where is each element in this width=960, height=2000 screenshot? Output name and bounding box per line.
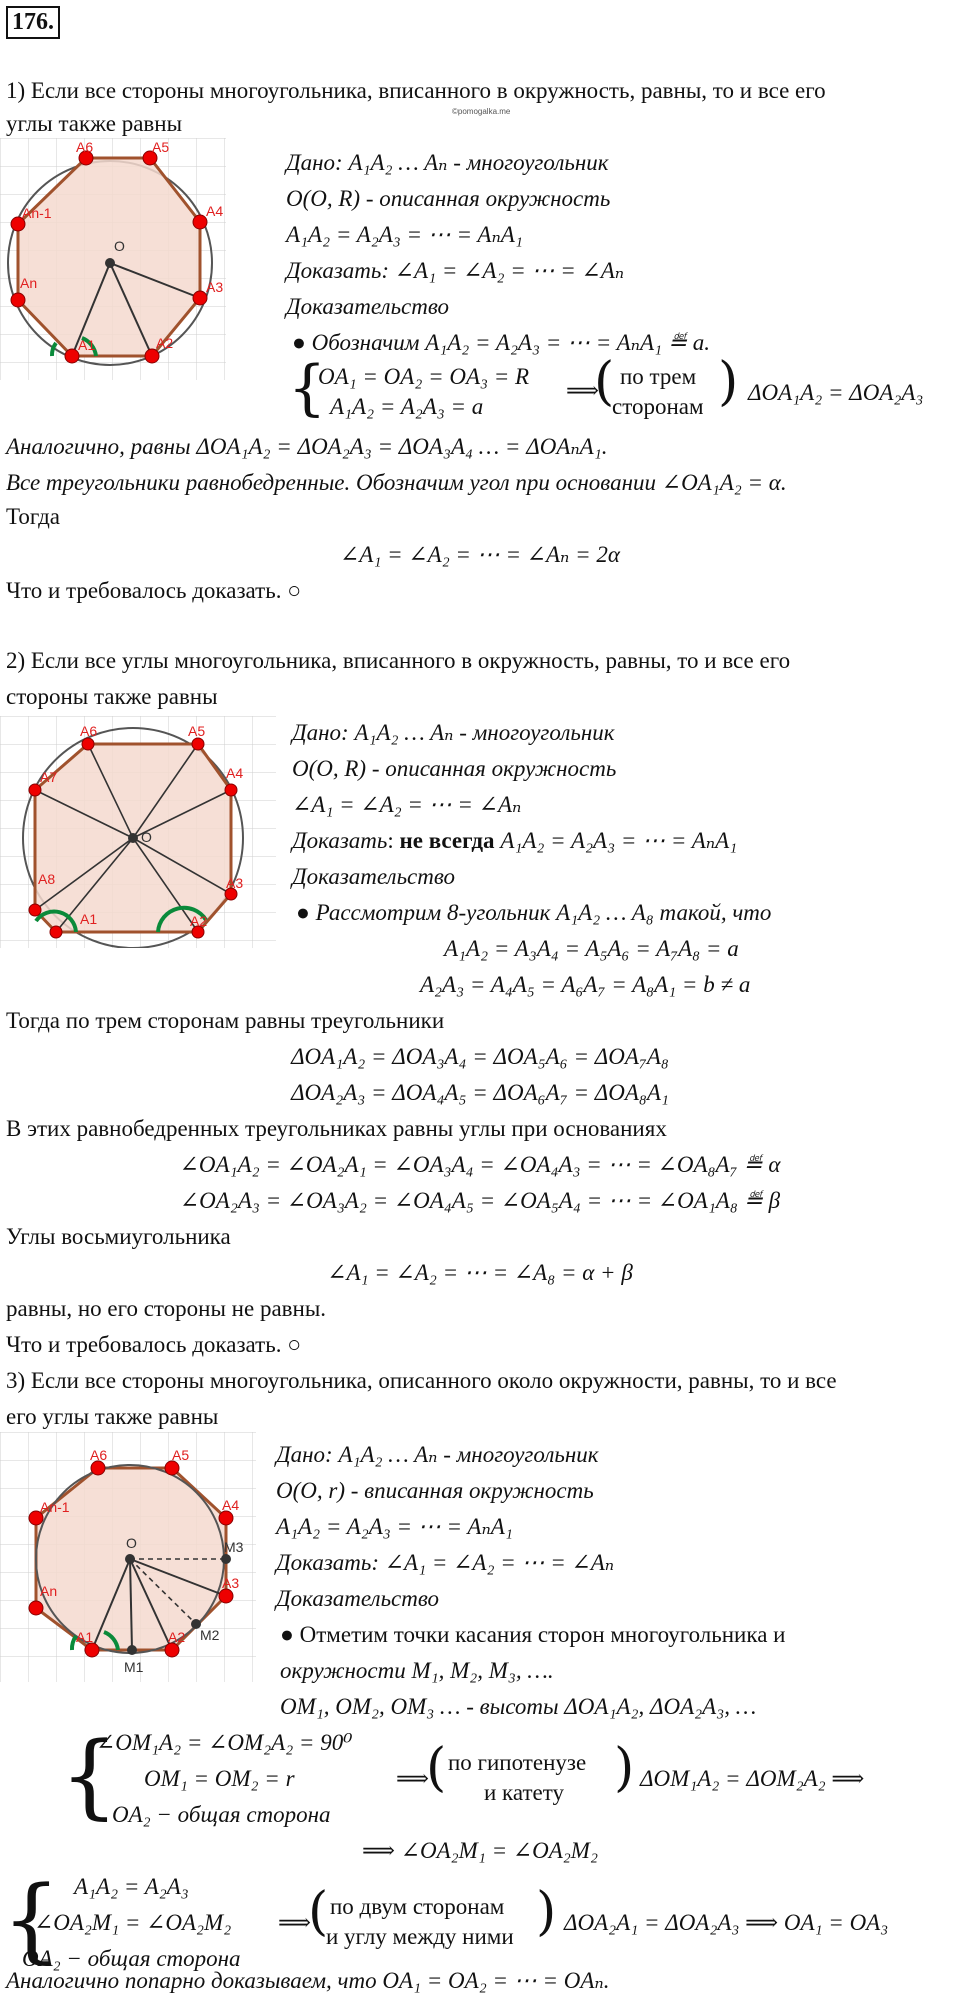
s3-label-m3: M3 [224,1539,244,1555]
s3-given-eq: A₁A₂ = A₂A₃ = ⋯ = AₙA₁ [276,1514,513,1539]
s2-label-a8: A8 [38,871,56,887]
s2-tri2: ΔOA₂A₃ = ΔOA₄A₅ = ΔOA₆A₇ = ΔOA₈A₁ [291,1080,669,1105]
s2-title-line2: стороны также равны [6,684,218,709]
s3-paren-a-close: ) [614,1738,635,1798]
s1-qed: Что и требовалось доказать. ○ [6,578,302,603]
s1-figure [0,138,226,380]
s1-sys2: A₁A₂ = A₂A₃ = a [330,394,484,419]
s2-prove: Доказать: не всегда A₁A₂ = A₂A₃ = ⋯ = AₙA₁ [292,828,738,853]
s3-pairwise: Аналогично попарно доказываем, что OA₁ = OA₂ = ⋯ = OAₙ. [6,1968,610,1993]
s3-resultB: ΔOA₂A₁ = ΔOA₂A₃ ⟹ OA₁ = OA₃ [564,1910,889,1935]
label-an: An [20,275,38,291]
s1-title-line2: углы также равны [6,111,183,136]
s3-label-a5: A5 [172,1447,190,1463]
prove-label: Доказать [292,828,388,853]
s2-ang2: ∠OA₂A₃ = ∠OA₃A₂ = ∠OA₄A₅ = ∠OA₅A₄ = ⋯ = ∠OA₁A₈ ≝ β [179,1188,781,1213]
prove-text: : ∠A₁ = ∠A₂ = ⋯ = ∠Aₙ [381,258,625,283]
s3-implies-angles: ⟹ ∠OA₂M₁ = ∠OA₂M₂ [362,1838,598,1863]
s2-oct-angles: Углы восьмиугольника [6,1224,231,1249]
s1-denote: ● Обозначим A₁A₂ = A₂A₃ = ⋯ = AₙA₁ ≝ a. [292,330,711,355]
s2-ang1: ∠OA₁A₂ = ∠OA₂A₁ = ∠OA₃A₄ = ∠OA₄A₃ = ⋯ = ∠OA₈A₇ ≝ α [179,1152,781,1177]
s1-result: ΔOA₁A₂ = ΔOA₂A₃ [748,380,924,405]
s3-label-o: O [126,1535,137,1551]
watermark: ©pomogalka.me [452,107,511,116]
s3-sysA3: OA₂ − общая сторона [112,1802,331,1827]
s2-proof-label: Доказательство [292,864,456,889]
s2-label-o: O [141,829,152,845]
s3-paren-a-open: ( [426,1738,447,1798]
s3-reasonB2: и углу между ними [326,1924,514,1949]
s1-paren-open: ( [594,352,615,412]
s3-title-line2: его углы также равны [6,1404,219,1429]
s3-label-a4: A4 [222,1497,240,1513]
s2-label-a3: A3 [226,875,244,891]
s3-paren-b-close: ) [536,1882,557,1942]
s2-given [292,720,615,746]
s3-label-a1: A1 [76,1629,94,1645]
s3-label-m2: M2 [200,1627,220,1643]
s3-reasonB1: по двум сторонам [330,1894,505,1919]
s2-figure [0,716,276,948]
problem-number: 176. [6,6,60,39]
label-a3: A3 [206,279,224,295]
s1-proof-label: Доказательство [286,294,450,319]
s3-title-line1: 3) Если все стороны многоугольника, описанного около окружности, равны, то и все [6,1368,837,1393]
s1-title-line1: 1) Если все стороны многоугольника, вписанного в окружность, равны, то и все его [6,78,826,103]
s3-systemB-brace: { [2,1866,61,1973]
s1-prove [286,258,624,284]
s1-paren-close: ) [718,352,739,412]
s1-isosceles: Все треугольники равнобедренные. Обозначим угол при основании ∠OA₁A₂ = α. [6,470,787,495]
s1-reason1: по трем [620,364,697,389]
s1-given-circle: O(O, R) - описанная окружность [286,186,611,211]
s2-eq-a: A₁A₂ = A₃A₄ = A₅A₆ = A₇A₈ = a [444,936,739,961]
s3-sysB2: ∠OA₂M₁ = ∠OA₂M₂ [34,1910,232,1935]
label-a2: A2 [156,335,174,351]
s1-then: Тогда [6,504,61,529]
label-a5: A5 [152,139,170,155]
prove-bold: не всегда [399,828,495,853]
s2-label-a4: A4 [226,765,244,781]
s3-heights: OM₁, OM₂, OM₃ … - высоты ΔOA₁A₂, ΔOA₂A₃, … [280,1694,757,1719]
prove-text: : ∠A₁ = ∠A₂ = ⋯ = ∠Aₙ [371,1550,615,1575]
prove-label: Доказать [286,258,382,283]
given-label: Дано [292,720,342,745]
given-label: Дано [276,1442,326,1467]
s3-label-a6: A6 [90,1447,108,1463]
s3-sysA1: ∠OM₁A₂ = ∠OM₂A₂ = 90⁰ [96,1730,353,1755]
s3-paren-b-open: ( [308,1882,329,1942]
s2-eq-b: A₂A₃ = A₄A₅ = A₆A₇ = A₈A₁ = b ≠ a [420,972,751,997]
s1-given [286,150,609,176]
s3-reasonA1: по гипотенузе [448,1750,587,1775]
s3-proof-label: Доказательство [276,1586,440,1611]
s3-mark1: ● Отметим точки касания сторон многоугольника и [280,1622,786,1647]
s1-implies: ⟹ [566,378,599,403]
s3-label-an: An [40,1583,58,1599]
s2-oct-eq: ∠A₁ = ∠A₂ = ⋯ = ∠A₈ = α + β [327,1260,633,1285]
s3-prove [276,1550,614,1576]
s2-consider: ● Рассмотрим 8-угольник A₁A₂ … A₈ такой, что [296,900,772,925]
label-a1: A1 [78,337,96,353]
s3-sysB1: A₁A₂ = A₂A₃ [74,1874,189,1899]
s2-qed: Что и требовалось доказать. ○ [6,1332,302,1357]
s2-label-a6: A6 [80,723,98,739]
prove-label: Доказать [276,1550,372,1575]
s1-angles: ∠A₁ = ∠A₂ = ⋯ = ∠Aₙ = 2α [340,542,620,567]
s3-implies-a: ⟹ [396,1766,429,1791]
label-a6: A6 [76,139,94,155]
s2-tri1: ΔOA₁A₂ = ΔOA₃A₄ = ΔOA₅A₆ = ΔOA₇A₈ [291,1044,669,1069]
s2-given-eq: ∠A₁ = ∠A₂ = ⋯ = ∠Aₙ [292,792,522,817]
given-poly: : A₁A₂ … Aₙ - многоугольник [335,150,609,175]
s2-three-sides: Тогда по трем сторонам равны треугольники [6,1008,445,1033]
label-o: O [114,238,125,254]
s2-base-angles: В этих равнобедренных треугольниках равны углы при основаниях [6,1116,667,1141]
s1-given-eq: A₁A₂ = A₂A₃ = ⋯ = AₙA₁ [286,222,523,247]
s3-mark2: окружности M₁, M₂, M₃, …. [280,1658,554,1683]
s3-sysA2: OM₁ = OM₂ = r [144,1766,295,1791]
s3-systemA-brace: { [60,1722,119,1829]
s3-implies-b: ⟹ [278,1910,311,1935]
given-poly: : A₁A₂ … Aₙ - многоугольник [341,720,615,745]
prove-text: A₁A₂ = A₂A₃ = ⋯ = AₙA₁ [500,828,738,853]
s3-label-a3: A3 [222,1575,240,1591]
given-label: Дано [286,150,336,175]
s3-reasonA2: и катету [484,1780,565,1805]
s2-label-a1: A1 [80,911,98,927]
s2-label-a2: A2 [190,913,208,929]
s3-given [276,1442,599,1468]
s2-label-a7: A7 [40,769,58,785]
s2-not-equal: равны, но его стороны не равны. [6,1296,327,1321]
s3-label-an1: An-1 [40,1499,70,1515]
s3-sysB3: OA₂ − общая сторона [22,1946,241,1971]
s2-title-line1: 2) Если все углы многоугольника, вписанного в окружность, равны, то и все его [6,648,791,673]
s1-sys1: OA₁ = OA₂ = OA₃ = R [318,364,530,389]
s1-similar: Аналогично, равны ΔOA₁A₂ = ΔOA₂A₃ = ΔOA₃A₄ … = ΔOAₙA₁. [6,434,608,459]
s3-label-a2: A2 [168,1629,186,1645]
s3-given-circle: O(O, r) - вписанная окружность [276,1478,594,1503]
label-a4: A4 [206,203,224,219]
s3-resultA: ΔOM₁A₂ = ΔOM₂A₂ ⟹ [640,1766,865,1791]
s1-reason2: сторонам [612,394,704,419]
label-an1: An-1 [22,205,52,221]
s1-system-brace: { [288,353,327,423]
s3-figure [0,1432,256,1682]
s3-label-m1: M1 [124,1659,144,1675]
given-poly: : A₁A₂ … Aₙ - многоугольник [325,1442,599,1467]
s2-label-a5: A5 [188,723,206,739]
s2-given-circle: O(O, R) - описанная окружность [292,756,617,781]
